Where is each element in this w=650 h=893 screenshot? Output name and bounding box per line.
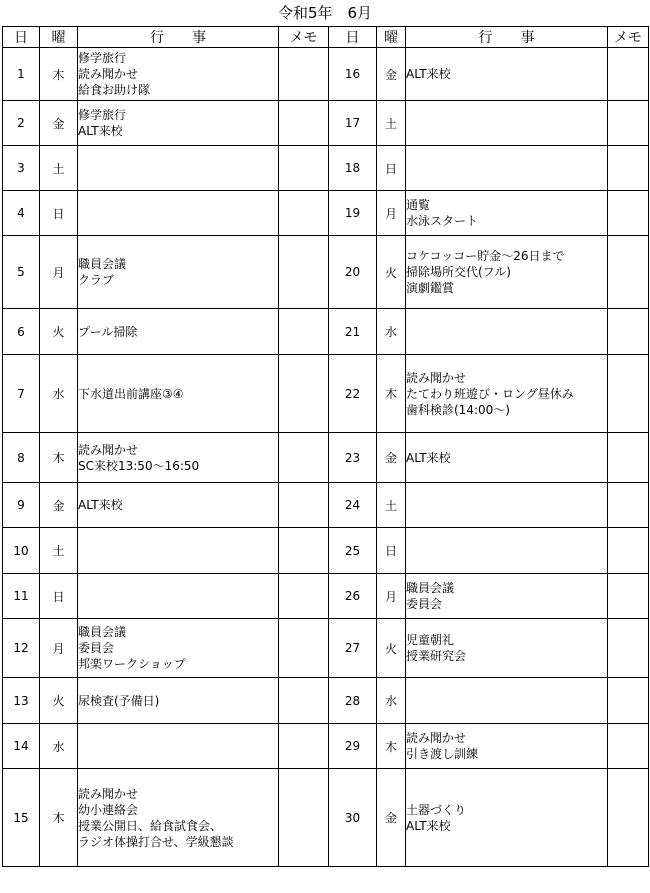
weekday-cell: 金 (377, 433, 406, 483)
event-cell (78, 433, 279, 483)
memo-cell[interactable] (608, 528, 649, 574)
memo-cell[interactable] (608, 619, 649, 678)
schedule-body (3, 48, 649, 867)
memo-cell[interactable] (279, 101, 329, 146)
weekday-cell: 日 (40, 191, 78, 236)
day-cell: 7 (3, 355, 40, 433)
event-line: 演劇鑑賞 (406, 281, 455, 295)
event-cell (406, 483, 608, 528)
weekday-cell: 月 (40, 236, 78, 309)
memo-cell[interactable] (279, 48, 329, 101)
day-cell: 30 (329, 769, 377, 867)
weekday-cell: 金 (377, 48, 406, 101)
memo-cell[interactable] (279, 483, 329, 528)
event-line: 水泳スタート (406, 214, 479, 228)
table-row (3, 528, 649, 574)
event-cell (78, 48, 279, 101)
day-cell: 18 (329, 146, 377, 191)
event-cell (406, 309, 608, 355)
memo-cell[interactable] (608, 191, 649, 236)
event-line: 授業公開日、給食試食会、 (78, 818, 223, 833)
day-cell: 20 (329, 236, 377, 309)
event-cell (406, 236, 608, 309)
day-cell: 4 (3, 191, 40, 236)
event-line: 掃除場所交代(フル) (406, 265, 511, 279)
day-cell: 8 (3, 433, 40, 483)
memo-cell[interactable] (608, 678, 649, 724)
memo-cell[interactable] (279, 191, 329, 236)
event-line: 職員会議 (78, 625, 127, 639)
day-cell: 1 (3, 48, 40, 101)
event-line: 委員会 (406, 597, 443, 611)
event-line: 幼小連絡会 (78, 802, 139, 817)
memo-cell[interactable] (279, 433, 329, 483)
event-line: 給食お助け隊 (78, 83, 151, 97)
weekday-cell: 月 (377, 191, 406, 236)
event-line: コケコッコー貯金～26日まで (406, 249, 565, 263)
event-cell (78, 528, 279, 574)
header-row (3, 27, 649, 48)
day-cell: 12 (3, 619, 40, 678)
day-cell: 28 (329, 678, 377, 724)
event-cell (78, 355, 279, 433)
memo-cell[interactable] (608, 101, 649, 146)
weekday-cell: 日 (40, 574, 78, 619)
header-event: 行 事 (78, 27, 279, 48)
header-weekday: 曜 (40, 27, 78, 48)
day-cell: 11 (3, 574, 40, 619)
day-cell: 23 (329, 433, 377, 483)
event-cell (78, 101, 279, 146)
event-cell (406, 769, 608, 867)
event-line: たてわり班遊び・ロング昼休み (406, 386, 574, 401)
memo-cell[interactable] (608, 309, 649, 355)
event-cell (78, 483, 279, 528)
event-cell (78, 678, 279, 724)
weekday-cell: 火 (377, 619, 406, 678)
memo-cell[interactable] (279, 146, 329, 191)
memo-cell[interactable] (279, 724, 329, 769)
memo-cell[interactable] (608, 724, 649, 769)
table-row (3, 574, 649, 619)
memo-cell[interactable] (279, 769, 329, 867)
event-line: ALT来校 (406, 67, 451, 81)
event-cell (406, 191, 608, 236)
day-cell: 14 (3, 724, 40, 769)
weekday-cell: 土 (377, 483, 406, 528)
day-cell: 24 (329, 483, 377, 528)
memo-cell[interactable] (279, 619, 329, 678)
weekday-cell: 土 (40, 528, 78, 574)
event-line: ラジオ体操打合せ、学級懇談 (78, 834, 234, 849)
weekday-cell: 木 (377, 724, 406, 769)
table-row (3, 619, 649, 678)
event-cell (406, 574, 608, 619)
memo-cell[interactable] (608, 355, 649, 433)
memo-cell[interactable] (279, 309, 329, 355)
event-cell (78, 309, 279, 355)
weekday-cell: 木 (40, 48, 78, 101)
event-cell (78, 769, 279, 867)
weekday-cell: 金 (377, 769, 406, 867)
event-cell (78, 146, 279, 191)
event-cell (406, 678, 608, 724)
day-cell: 15 (3, 769, 40, 867)
event-line: 修学旅行 (78, 51, 127, 65)
page-title: 令和5年 6月 (277, 4, 373, 22)
event-line: 読み聞かせ (406, 370, 467, 385)
day-cell: 5 (3, 236, 40, 309)
header-memo: メモ (279, 27, 329, 48)
event-line: 読み聞かせ (78, 442, 139, 457)
memo-cell[interactable] (608, 146, 649, 191)
weekday-cell: 日 (377, 146, 406, 191)
weekday-cell: 土 (377, 101, 406, 146)
header-event: 行 事 (406, 27, 608, 48)
memo-cell[interactable] (608, 433, 649, 483)
day-cell: 6 (3, 309, 40, 355)
event-line: 引き渡し訓練 (406, 747, 479, 761)
day-cell: 27 (329, 619, 377, 678)
event-cell (78, 619, 279, 678)
event-cell (78, 191, 279, 236)
table-row (3, 309, 649, 355)
event-cell (406, 48, 608, 101)
event-cell (406, 619, 608, 678)
event-line: 児童朝礼 (406, 633, 455, 647)
day-cell: 26 (329, 574, 377, 619)
event-line: ALT来校 (406, 818, 451, 833)
table-row (3, 191, 649, 236)
day-cell: 10 (3, 528, 40, 574)
event-cell (406, 101, 608, 146)
table-row (3, 433, 649, 483)
weekday-cell: 火 (40, 309, 78, 355)
day-cell: 13 (3, 678, 40, 724)
event-cell (406, 355, 608, 433)
header-day: 日 (3, 27, 40, 48)
event-line: ALT来校 (78, 498, 123, 512)
day-cell: 21 (329, 309, 377, 355)
memo-cell[interactable] (608, 769, 649, 867)
event-line: 読み聞かせ (406, 731, 467, 745)
memo-cell[interactable] (279, 528, 329, 574)
event-line: クラブ (78, 273, 115, 287)
event-line: 職員会議 (78, 257, 127, 271)
event-line: 下水道出前講座③④ (78, 386, 184, 401)
weekday-cell: 火 (40, 678, 78, 724)
event-line: 職員会議 (406, 581, 455, 595)
day-cell: 19 (329, 191, 377, 236)
weekday-cell: 金 (40, 483, 78, 528)
memo-cell[interactable] (279, 678, 329, 724)
table-row (3, 724, 649, 769)
memo-cell[interactable] (279, 574, 329, 619)
event-cell (406, 528, 608, 574)
event-line: 尿検査(予備日) (78, 693, 160, 708)
header-weekday: 曜 (377, 27, 406, 48)
event-cell (406, 724, 608, 769)
event-cell (406, 433, 608, 483)
day-cell: 3 (3, 146, 40, 191)
memo-cell[interactable] (279, 236, 329, 309)
day-cell: 17 (329, 101, 377, 146)
weekday-cell: 木 (377, 355, 406, 433)
table-row (3, 355, 649, 433)
table-row (3, 678, 649, 724)
day-cell: 2 (3, 101, 40, 146)
weekday-cell: 土 (40, 146, 78, 191)
event-line: 読み聞かせ (78, 67, 139, 81)
day-cell: 25 (329, 528, 377, 574)
event-line: ALT来校 (78, 124, 123, 138)
table-row (3, 769, 649, 867)
day-cell: 9 (3, 483, 40, 528)
memo-cell[interactable] (279, 355, 329, 433)
table-row (3, 101, 649, 146)
weekday-cell: 水 (40, 355, 78, 433)
table-row (3, 236, 649, 309)
event-line: プール掃除 (78, 324, 138, 339)
table-row (3, 483, 649, 528)
event-line: 読み聞かせ (78, 786, 139, 801)
weekday-cell: 水 (377, 309, 406, 355)
day-cell: 16 (329, 48, 377, 101)
header-memo: メモ (608, 27, 649, 48)
event-cell (78, 236, 279, 309)
header-day: 日 (329, 27, 377, 48)
event-cell (406, 146, 608, 191)
memo-cell[interactable] (608, 574, 649, 619)
table-row (3, 48, 649, 101)
weekday-cell: 日 (377, 528, 406, 574)
event-line: 邦楽ワークショップ (78, 657, 186, 671)
event-cell (78, 724, 279, 769)
event-line: 土器づくり (406, 802, 467, 817)
event-line: 授業研究会 (406, 649, 467, 663)
day-cell: 29 (329, 724, 377, 769)
event-line: SC来校13:50～16:50 (78, 458, 200, 473)
event-line: 歯科検診(14:00～) (406, 402, 510, 417)
weekday-cell: 木 (40, 433, 78, 483)
weekday-cell: 月 (40, 619, 78, 678)
weekday-cell: 金 (40, 101, 78, 146)
event-line: 通覧 (406, 198, 431, 212)
weekday-cell: 月 (377, 574, 406, 619)
weekday-cell: 火 (377, 236, 406, 309)
weekday-cell: 木 (40, 769, 78, 867)
event-cell (78, 574, 279, 619)
memo-cell[interactable] (608, 236, 649, 309)
memo-cell[interactable] (608, 483, 649, 528)
schedule-table (2, 26, 649, 867)
event-line: 修学旅行 (78, 108, 127, 122)
weekday-cell: 水 (377, 678, 406, 724)
day-cell: 22 (329, 355, 377, 433)
memo-cell[interactable] (608, 48, 649, 101)
event-line: ALT来校 (406, 450, 451, 465)
event-line: 委員会 (78, 641, 115, 655)
weekday-cell: 水 (40, 724, 78, 769)
table-row (3, 146, 649, 191)
